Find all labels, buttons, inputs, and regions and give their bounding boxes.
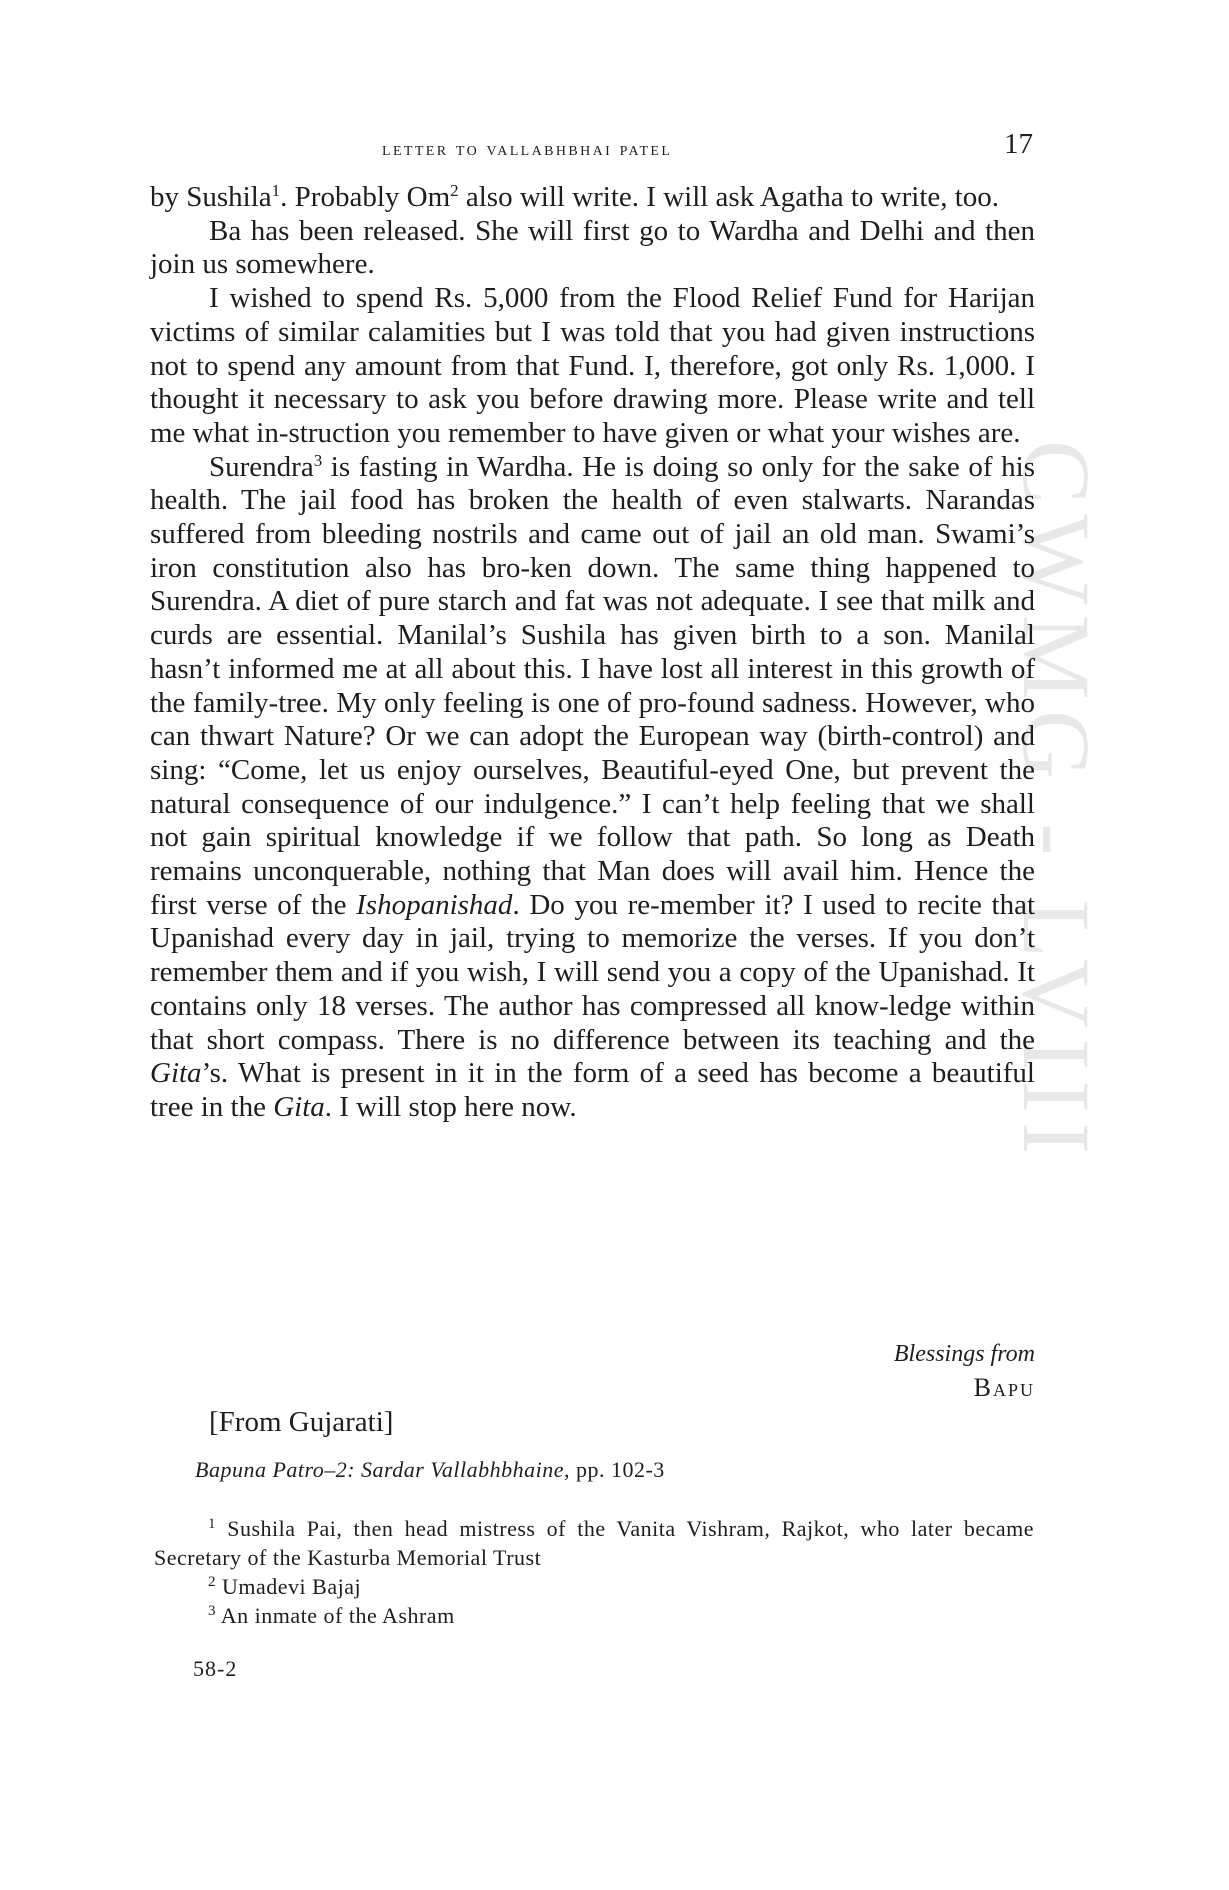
text-run: also will write. I will ask Agatha to write, too. — [458, 181, 1000, 213]
text-run: . Do you re-member it? I used to recite that Upanishad every day in jail, trying to memorize the verses. If you don’t remember them and if you wish, I will send you a copy of the Upanishad. It contains only 18 verses. The author has compressed all know-ledge within that short compass. There is no difference between its teaching and the — [150, 888, 1035, 1056]
title-gita: Gita — [273, 1090, 325, 1123]
letter-closing — [894, 1337, 1035, 1405]
footnote-text: Umadevi Bajaj — [216, 1574, 362, 1599]
paragraph-4 — [150, 451, 1035, 1125]
text-run: ’s. What is present in it in the form of a seed has become a beautiful tree in the — [150, 1057, 1035, 1123]
paragraph-1 — [150, 181, 1035, 215]
footnote-text: An inmate of the Ashram — [216, 1603, 455, 1628]
footnote-ref-2: 2 — [450, 181, 459, 200]
text-run: . Probably Om — [280, 181, 451, 213]
text-run: by Sushila — [150, 181, 272, 213]
footnote-number: 3 — [208, 1603, 216, 1619]
source-pages: pp. 102-3 — [569, 1457, 665, 1482]
text-run: . I will stop here now. — [324, 1090, 577, 1123]
footnote-number: 2 — [208, 1574, 216, 1590]
running-title: letter to vallabhbhai patel — [382, 138, 673, 160]
closing-salutation: Blessings from — [893, 1341, 1035, 1367]
page-number: 17 — [1004, 128, 1033, 160]
title-ishopanishad: Ishopanishad — [356, 888, 513, 921]
footnote-ref-3: 3 — [313, 450, 323, 470]
footnote-number: 1 — [208, 1516, 216, 1532]
source-language: [From Gujarati] — [209, 1406, 394, 1438]
text-run: is fasting in Wardha. He is doing so only for the sake of his health. The jail food has broken the health of even stalwarts. Narandas suffered from bleeding nostrils and came out of jail an old man. Swami’s iron constitution also has bro-ken down. The same thing happened to Surendra. A diet of pure starch and fat was not adequate. I see that milk and curds are essential. Manilal’s Sushila has given birth to a son. Manilal hasn’t informed me at all about this. I have lost all interest in this growth of the family-tree. My only feeling is one of pro-found sadness. However, who can thwart Nature? Or we can adopt the European way (birth-control) and sing: “Come, let us enjoy ourselves, Beautiful-eyed One, but prevent the natural consequence of our indulgence.” I can’t help feeling that we shall not gain spiritual knowledge if we follow that path. So long as Death remains unconquerable, nothing that Man does will avail him. Hence the first verse of the — [150, 450, 1035, 921]
source-reference — [195, 1457, 665, 1483]
text-run: Surendra — [209, 450, 314, 483]
footnotes — [154, 1514, 1034, 1630]
paragraph-2: Ba has been released. She will first go to Wardha and Delhi and then join us somewhere. — [150, 214, 1035, 281]
letter-body — [150, 181, 1035, 1125]
watermark-text: CWMG - LVIII — [1003, 440, 1110, 1165]
footnote-text: Sushila Pai, then head mistress of the Vanita Vishram, Rajkot, who later became Secretary of the Kasturba Memorial Trust — [154, 1516, 1034, 1570]
footnote-3 — [154, 1601, 1034, 1630]
paragraph-3: I wished to spend Rs. 5,000 from the Flood Relief Fund for Harijan victims of similar calamities but I was told that you had given instructions not to spend any amount from that Fund. I, therefore, got only Rs. 1,000. I thought it necessary to ask you before drawing more. Please write and tell me what in-struction you remember to have given or what your wishes are. — [150, 282, 1035, 449]
page-header — [150, 128, 1035, 168]
title-gita: Gita — [150, 1057, 202, 1090]
footnote-2 — [154, 1572, 1034, 1601]
source-title: Bapuna Patro–2: Sardar Vallabhbhaine, — [195, 1457, 570, 1482]
footnote-ref-1: 1 — [271, 181, 281, 200]
signature: Bapu — [973, 1373, 1035, 1402]
footnote-1 — [154, 1514, 1034, 1572]
signature-code: 58-2 — [193, 1656, 238, 1681]
